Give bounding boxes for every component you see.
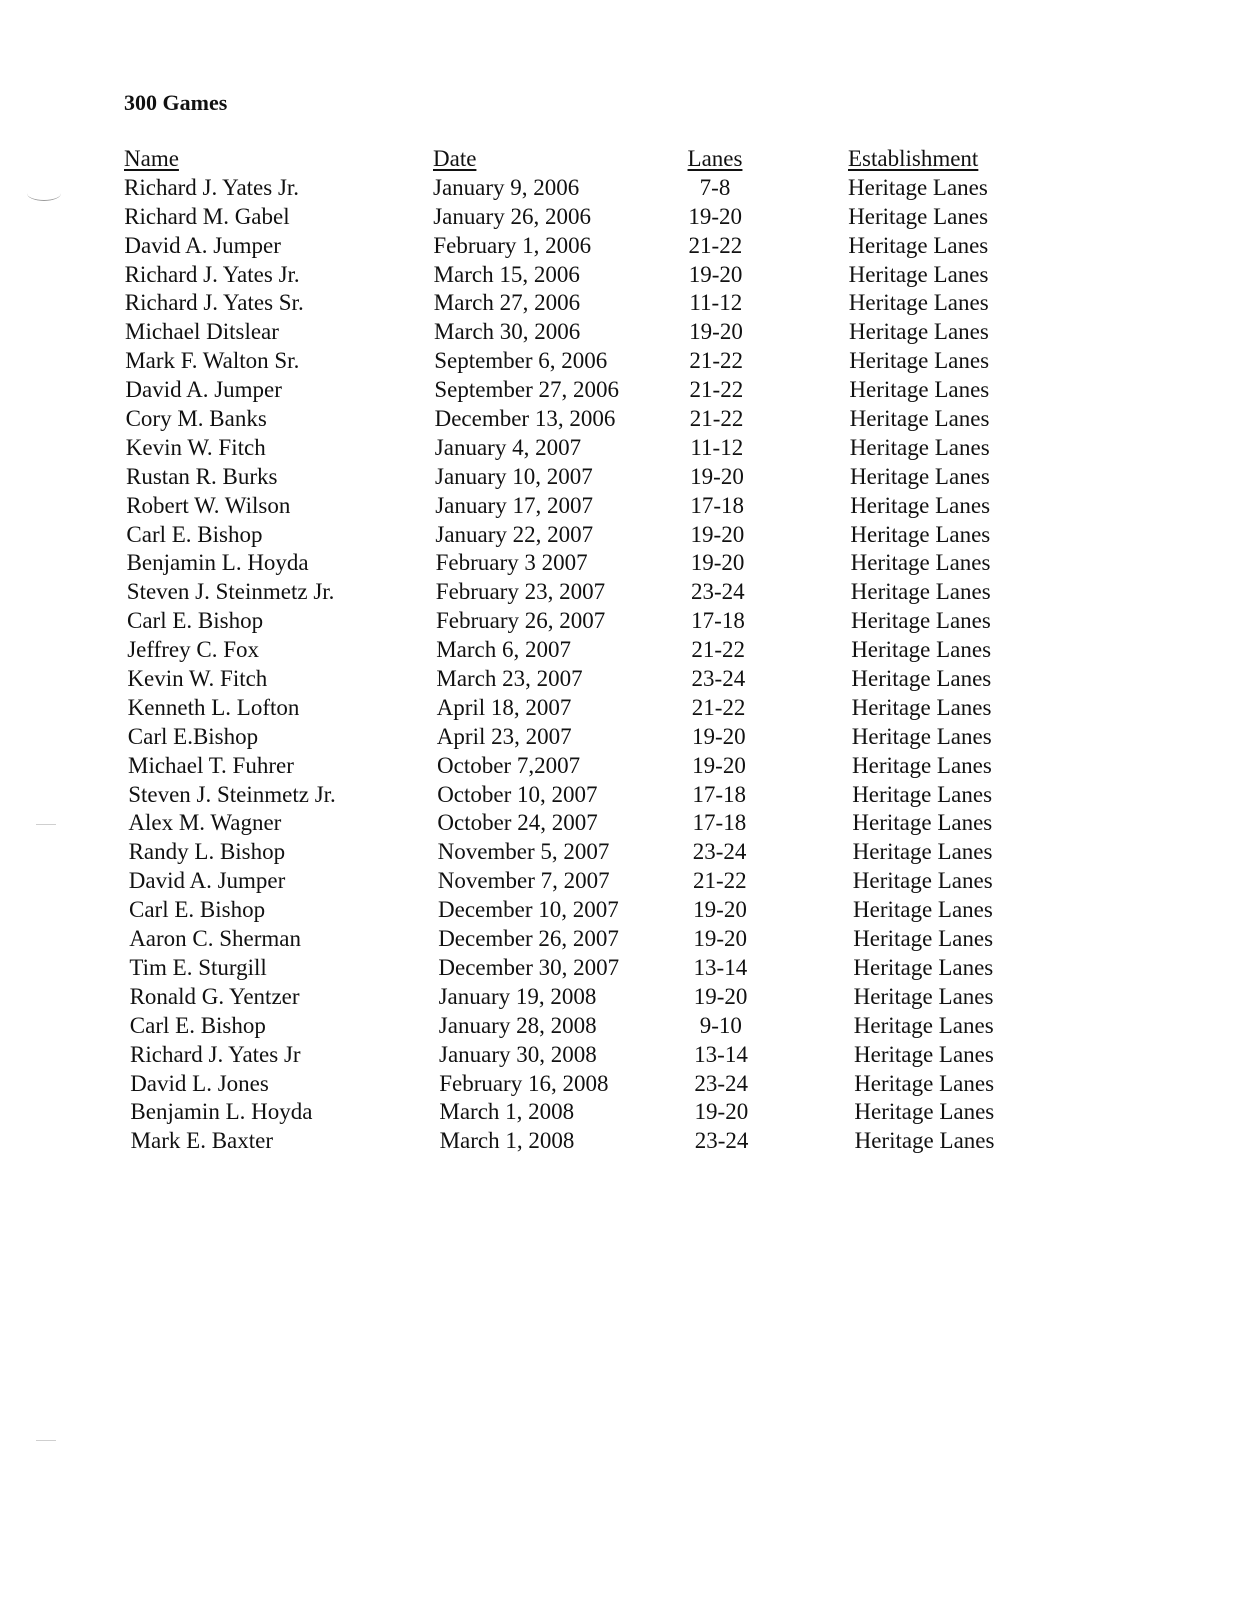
table-row [130, 983, 1044, 1012]
row-date: December 30, 2007 [438, 954, 620, 980]
row-date: February 26, 2007 [436, 608, 606, 634]
row-name: Robert W. Wilson [126, 492, 291, 518]
row-lanes: 9-10 [699, 1012, 742, 1038]
table-row [129, 896, 1044, 925]
row-name: Tim E. Sturgill [129, 954, 267, 980]
row-lanes: 23-24 [692, 839, 747, 865]
row-establishment: Heritage Lanes [851, 723, 992, 749]
row-establishment: Heritage Lanes [853, 1012, 994, 1038]
header-date: Date [433, 146, 477, 171]
table-row [126, 463, 1044, 492]
table-header-row [124, 145, 1044, 174]
table-row [127, 636, 1044, 665]
row-lanes: 17-18 [692, 781, 747, 807]
table-row [125, 261, 1044, 290]
row-date: March 1, 2008 [439, 1099, 575, 1125]
table-row [129, 867, 1044, 896]
row-date: April 23, 2007 [436, 723, 572, 749]
document-title: 300 Games [124, 90, 228, 115]
row-date: November 7, 2007 [437, 868, 610, 894]
row-name: Richard J. Yates Jr. [124, 174, 300, 200]
row-name: Carl E. Bishop [129, 1012, 266, 1038]
scan-mark [36, 824, 56, 825]
table-row [130, 1070, 1044, 1099]
row-date: January 9, 2006 [433, 174, 580, 200]
row-name: Jeffrey C. Fox [127, 637, 259, 663]
row-establishment: Heritage Lanes [852, 839, 993, 865]
table-row [127, 665, 1044, 694]
table-row [128, 809, 1044, 838]
header-establishment: Establishment [848, 146, 979, 171]
row-establishment: Heritage Lanes [850, 579, 991, 605]
row-lanes: 11-12 [690, 434, 744, 460]
games-table [124, 145, 1044, 1156]
row-date: November 5, 2007 [437, 839, 610, 865]
row-establishment: Heritage Lanes [848, 290, 989, 316]
row-lanes: 21-22 [689, 377, 744, 403]
row-lanes: 19-20 [690, 521, 745, 547]
row-date: December 13, 2006 [434, 406, 616, 432]
row-establishment: Heritage Lanes [850, 463, 990, 489]
table-row [128, 723, 1044, 752]
row-name: Michael Ditslear [125, 319, 279, 345]
row-name: Richard J. Yates Jr. [124, 261, 300, 287]
table-row [131, 1127, 1044, 1156]
row-name: David A. Jumper [128, 868, 286, 894]
row-establishment: Heritage Lanes [850, 492, 991, 518]
row-date: January 4, 2007 [434, 434, 582, 460]
row-name: Carl E.Bishop [127, 723, 259, 749]
row-name: Benjamin L. Hoyda [130, 1099, 313, 1125]
row-date: February 3 2007 [435, 550, 588, 576]
row-establishment: Heritage Lanes [851, 694, 992, 720]
row-name: Richard J. Yates Jr [130, 1041, 301, 1067]
scan-mark [36, 1440, 56, 1441]
row-establishment: Heritage Lanes [849, 319, 989, 345]
table-row [129, 954, 1044, 983]
table-row [126, 492, 1044, 521]
row-name: David A. Jumper [125, 377, 282, 403]
table-row [128, 781, 1044, 810]
table-row [130, 1012, 1044, 1041]
row-lanes: 19-20 [691, 723, 746, 749]
row-establishment: Heritage Lanes [852, 752, 992, 778]
row-name: Randy L. Bishop [128, 839, 286, 865]
row-date: January 19, 2008 [438, 983, 597, 1009]
row-date: February 23, 2007 [435, 579, 606, 605]
row-name: Rustan R. Burks [126, 463, 278, 489]
row-establishment: Heritage Lanes [853, 926, 994, 952]
row-establishment: Heritage Lanes [853, 983, 994, 1009]
row-lanes: 19-20 [693, 983, 748, 1009]
row-establishment: Heritage Lanes [849, 406, 990, 432]
row-date: January 22, 2007 [435, 521, 594, 547]
row-lanes: 19-20 [692, 752, 746, 778]
row-lanes: 21-22 [691, 637, 746, 663]
row-date: January 26, 2006 [433, 203, 591, 229]
row-establishment: Heritage Lanes [848, 174, 988, 200]
row-name: Ronald G. Yentzer [129, 983, 300, 1009]
row-date: March 30, 2006 [434, 319, 581, 345]
row-lanes: 7-8 [699, 174, 731, 200]
row-establishment: Heritage Lanes [852, 868, 993, 894]
table-row [128, 694, 1044, 723]
row-lanes: 13-14 [694, 1041, 748, 1067]
row-lanes: 19-20 [688, 203, 743, 229]
row-establishment: Heritage Lanes [848, 261, 989, 287]
row-name: Richard J. Yates Sr. [124, 290, 304, 316]
row-name: Carl E. Bishop [127, 608, 264, 634]
table-row [130, 1041, 1044, 1070]
row-name: Richard M. Gabel [124, 203, 290, 229]
row-establishment: Heritage Lanes [852, 810, 993, 836]
row-name: Aaron C. Sherman [129, 926, 302, 952]
row-lanes: 19-20 [689, 319, 743, 345]
row-establishment: Heritage Lanes [850, 521, 991, 547]
table-row [127, 607, 1044, 636]
row-lanes: 19-20 [690, 550, 745, 576]
row-lanes: 11-12 [689, 290, 743, 316]
row-lanes: 19-20 [690, 463, 744, 489]
row-date: March 1, 2008 [439, 1128, 575, 1154]
row-establishment: Heritage Lanes [854, 1041, 994, 1067]
table-row [125, 347, 1044, 376]
row-lanes: 21-22 [689, 348, 744, 374]
table-row [124, 203, 1044, 232]
row-lanes: 19-20 [693, 897, 747, 923]
table-row [128, 752, 1044, 781]
row-name: Michael T. Fuhrer [128, 752, 294, 778]
row-establishment: Heritage Lanes [854, 1070, 995, 1096]
row-lanes: 21-22 [689, 406, 744, 432]
table-row [124, 174, 1044, 203]
row-name: David A. Jumper [124, 232, 281, 258]
row-establishment: Heritage Lanes [852, 781, 993, 807]
row-establishment: Heritage Lanes [853, 897, 993, 923]
row-name: Mark F. Walton Sr. [125, 348, 300, 374]
table-row [125, 318, 1044, 347]
row-date: March 27, 2006 [433, 290, 581, 316]
row-date: January 17, 2007 [435, 492, 593, 518]
row-name: Mark E. Baxter [130, 1128, 274, 1154]
row-lanes: 21-22 [688, 232, 743, 258]
row-lanes: 19-20 [688, 261, 743, 287]
row-lanes: 17-18 [690, 492, 745, 518]
row-name: Kevin W. Fitch [127, 666, 268, 692]
row-date: February 1, 2006 [433, 232, 592, 258]
table-row [126, 405, 1044, 434]
row-name: Alex M. Wagner [128, 810, 282, 836]
table-row [125, 289, 1044, 318]
row-date: October 7,2007 [437, 752, 581, 778]
header-name: Name [124, 146, 179, 171]
row-name: Kenneth L. Lofton [127, 694, 300, 720]
row-establishment: Heritage Lanes [851, 666, 992, 692]
punch-hole-mark [27, 186, 61, 201]
table-row [127, 578, 1044, 607]
row-date: December 10, 2007 [438, 897, 619, 923]
row-date: October 10, 2007 [437, 781, 598, 807]
row-name: Kevin W. Fitch [125, 434, 266, 460]
row-date: February 16, 2008 [439, 1070, 609, 1096]
row-establishment: Heritage Lanes [854, 1128, 995, 1154]
row-establishment: Heritage Lanes [854, 1099, 995, 1125]
row-establishment: Heritage Lanes [849, 377, 990, 403]
row-name: Cory M. Banks [125, 406, 267, 432]
row-establishment: Heritage Lanes [851, 608, 991, 634]
row-lanes: 21-22 [691, 694, 746, 720]
row-date: October 24, 2007 [437, 810, 598, 836]
row-lanes: 23-24 [694, 1128, 749, 1154]
row-date: December 26, 2007 [438, 926, 619, 952]
row-lanes: 23-24 [694, 1070, 749, 1096]
row-lanes: 17-18 [692, 810, 747, 836]
row-lanes: 19-20 [694, 1099, 749, 1125]
row-lanes: 19-20 [693, 926, 748, 952]
row-date: April 18, 2007 [436, 694, 572, 720]
row-establishment: Heritage Lanes [848, 203, 989, 229]
row-lanes: 21-22 [692, 868, 747, 894]
row-date: March 23, 2007 [436, 666, 583, 692]
row-establishment: Heritage Lanes [853, 954, 994, 980]
row-date: January 10, 2007 [435, 463, 593, 489]
table-row [124, 232, 1044, 261]
table-row [127, 549, 1044, 578]
row-establishment: Heritage Lanes [849, 348, 990, 374]
row-lanes: 23-24 [691, 666, 746, 692]
row-name: David L. Jones [130, 1070, 269, 1096]
table-row [130, 1098, 1044, 1127]
table-row [129, 838, 1044, 867]
row-date: March 15, 2006 [433, 261, 580, 287]
table-row [126, 521, 1044, 550]
row-establishment: Heritage Lanes [851, 637, 992, 663]
row-lanes: 17-18 [691, 608, 745, 634]
row-name: Steven J. Steinmetz Jr. [128, 781, 336, 807]
row-name: Carl E. Bishop [129, 897, 266, 923]
row-lanes: 13-14 [693, 954, 748, 980]
row-date: September 6, 2006 [434, 348, 608, 374]
row-date: March 6, 2007 [436, 637, 571, 663]
table-row [129, 925, 1044, 954]
row-establishment: Heritage Lanes [850, 550, 991, 576]
row-date: January 30, 2008 [439, 1041, 597, 1067]
table-row [125, 376, 1044, 405]
row-name: Steven J. Steinmetz Jr. [126, 579, 335, 605]
row-establishment: Heritage Lanes [849, 434, 990, 460]
header-lanes: Lanes [687, 146, 743, 171]
row-date: January 28, 2008 [438, 1012, 597, 1038]
row-establishment: Heritage Lanes [848, 232, 989, 258]
row-name: Benjamin L. Hoyda [126, 550, 309, 576]
row-lanes: 23-24 [690, 579, 745, 605]
table-row [126, 434, 1044, 463]
row-date: September 27, 2006 [434, 377, 619, 403]
row-name: Carl E. Bishop [126, 521, 263, 547]
